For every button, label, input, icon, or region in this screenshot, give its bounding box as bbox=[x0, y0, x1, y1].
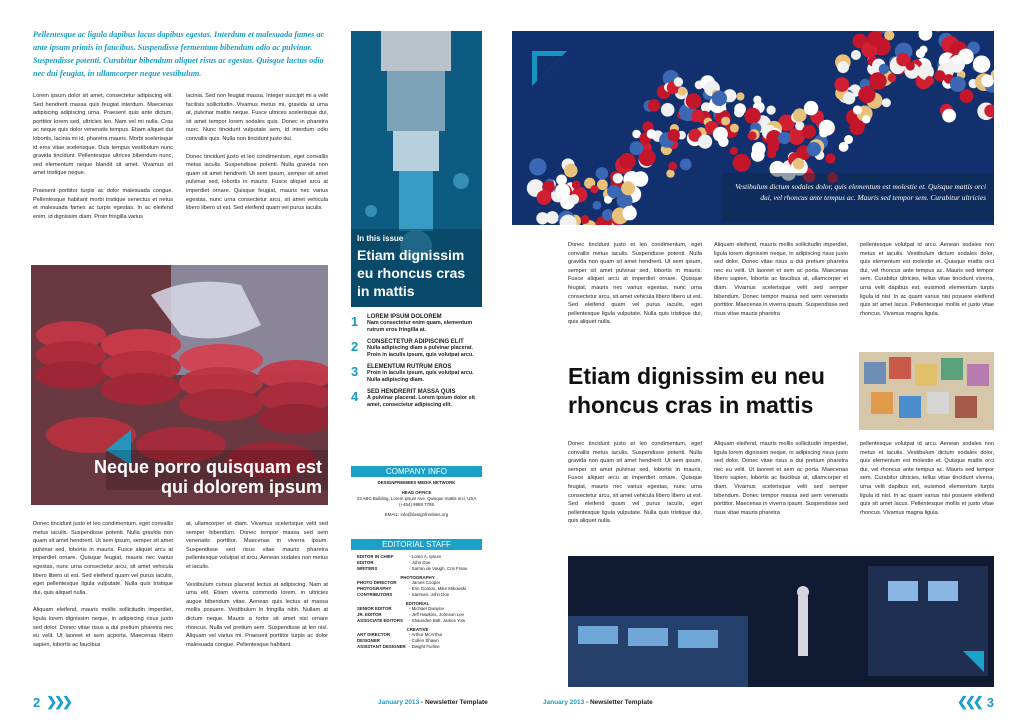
molecule-ball bbox=[648, 99, 661, 112]
footer-right-label bbox=[543, 699, 653, 706]
molecule-ball bbox=[973, 56, 990, 73]
editorial-staff bbox=[351, 539, 482, 650]
molecule-ball bbox=[748, 131, 757, 140]
molecule-ball bbox=[619, 153, 636, 170]
molecule-ball bbox=[793, 158, 805, 170]
molecule-ball bbox=[713, 127, 728, 142]
footer-right bbox=[957, 694, 994, 710]
molecule-ball bbox=[680, 159, 692, 171]
molecule-ball bbox=[751, 148, 765, 162]
control-room-photo bbox=[568, 556, 994, 687]
staff-role: CONTRIBUTORS bbox=[357, 592, 393, 597]
molecule-ball bbox=[674, 77, 683, 86]
paragraph: Vestibulum cursus placerat lectus at adipiscing. Nam at uma elit. Etiam viverra commodo lorem, in ultricies augue bibendum vitae. Aenean quis lectus at massa mollis posuere. Vestibulum in fringilla nibh. Nullam at dictum neque. Mauris a tortor sit amet nisi ornare rhoncus. Nulla vel pretium sem. Suspendisse at leo nisl. Aliquam vel varius mi. Praesent porttitor turpis ac dolor malesuada congue. Pellentesque habitant. bbox=[186, 581, 328, 648]
article-headline: Etiam dignissim eu neu rhoncus cras in mattis bbox=[568, 363, 825, 418]
molecule-ball bbox=[839, 142, 849, 152]
molecule-ball bbox=[596, 167, 609, 180]
molecule-ball bbox=[668, 129, 680, 141]
footer-left-label bbox=[378, 699, 488, 706]
staff-role: ASSOCIATE EDITORS bbox=[357, 618, 403, 623]
right-bottom-columns bbox=[568, 440, 994, 535]
molecule-ball bbox=[744, 108, 760, 124]
molecule-ball bbox=[882, 98, 891, 107]
molecule-ball bbox=[834, 77, 849, 92]
issue-item[interactable] bbox=[351, 314, 482, 334]
molecule-ball bbox=[666, 169, 674, 177]
paragraph: Lorem ipsum dolor sit amet, consectetur adipiscing elit. Sed hendrerit massa quis feugiat interdum. Maecenas adipiscing adipiscing urna. Praesent quis ante dictum, porttitor lorem sed, ultricies leo. Nam vel mi nulla. Cras ac neque quis dolor venenatis tempus. Etiam aliquet dui lobortis, lacinia mi id, pharetra mauris. Morbi scelerisque id eros vitae scelerisque. Duis tempus vestibulum nunc gravida tincidunt. Pellentesque ultrices bibendum nunc, sed elementum neque blandit sit amet. Vivamus sit amet tristique neque. bbox=[33, 93, 173, 177]
staff-name: - Sarran de Vaugh, Cris Frane bbox=[409, 566, 468, 571]
molecule-ball bbox=[942, 109, 956, 123]
photo-caption-title: Neque porro quisquam est qui dolorem ipsum bbox=[93, 457, 322, 497]
staff-row bbox=[357, 566, 478, 572]
head-office-label: HEAD OFFICE bbox=[401, 490, 432, 495]
molecule-ball bbox=[622, 206, 636, 220]
issue-item[interactable] bbox=[351, 339, 482, 359]
issue-number: 2 bbox=[351, 339, 359, 354]
issue-item-title: LOREM IPSUM DOLOREM bbox=[367, 314, 442, 320]
molecule-ball bbox=[692, 110, 705, 123]
molecule-ball bbox=[730, 124, 739, 133]
paragraph: Aliquam eleifend, mauris mollis sollicitudin imperdiet, ligula lorem dignissim neque, in adipiscing risus justo sed dolor. Donec vitae risus a dui pretium pharetra nec eu velit. Ut laoreet et sem ac porta. Maecenas libero sapien, lobortis ac faucibus at, ullamcorper et diam. Vivamus scelerisque velit sed semper bibendum. Donec tempor massa sed sem venenatis porttitor. Maecenas in viverra ipsum. Suspendisse sed risus vitae mauris pharetra bbox=[714, 242, 849, 317]
staff-name: - Collen Shawn bbox=[409, 638, 439, 643]
paragraph: Aliquam eleifend, mauris mollis sollicitudin imperdiet, ligula lorem dignissim neque, in adipiscing risus justo sed dolor. Donec vitae risus a dui pretium pharetra nec eu velit. Ut laoreet et sem acporta. Maecenas libero sapien, lobortis ac faucibus bbox=[33, 607, 173, 648]
molecule-photo bbox=[512, 31, 994, 225]
chevron-left-icon: ❮❮❮ bbox=[957, 694, 981, 709]
staff-row bbox=[357, 618, 478, 624]
left-column-1 bbox=[33, 92, 173, 230]
molecule-ball bbox=[613, 173, 623, 183]
paragraph: Donec tincidunt justo et leo condimentum, eget convallis metus iaculis. Suspendisse potenti. Nulla gravida non quam sit amet hendrerit. Ut sem ipsum, semper sit amet pulvinar sed, lobortis in mauris. Fusce aliquet arcu at imperdiet ornare. Quisque feugiat, mauris nec varius egestas, nunc urna consectetur arcu, sit amet vehicula libero libero ut est. Sed eleifend quam vel purus iaculis, eget pellentesque ligula vulputate. Nulla quis tristique dui, quis aliquet nulla. bbox=[33, 521, 173, 596]
molecule-ball bbox=[736, 92, 744, 100]
staff-name: - John Doe bbox=[409, 560, 431, 565]
left-bottom-column-2 bbox=[186, 520, 328, 658]
molecule-ball bbox=[851, 50, 861, 60]
molecule-ball bbox=[888, 73, 897, 82]
molecule-ball bbox=[981, 75, 994, 88]
molecule-ball bbox=[537, 190, 552, 205]
staff-section-title: CREATIVE bbox=[406, 627, 429, 632]
molecule-ball bbox=[920, 46, 928, 54]
molecule-ball bbox=[778, 132, 790, 144]
molecule-ball bbox=[569, 194, 579, 204]
issue-item-title: ELEMENTUM RUTRUM EROS bbox=[367, 364, 452, 370]
email[interactable]: EMAIL: info@designfreebies.org bbox=[384, 512, 449, 517]
paragraph: pellentesque volutpat id arcu. Aenean sodales non metus et iaculis. Vestibulum dictum sodales dolor, quis elementum est molestie et. Quisque mattis orci dui, vel rhoncus ante tempus ac. Mauris sed tempor sem. Curabitur ultricies, tellus vitae tincidunt viverra, urna velit dapibus est, euismod elementum turpis ligula id nisl. In ac quam varius nisi posuere eleifend quis sit amet lacus. Pellentesque mollis et justo vitae rhoncus. Vivamus magna ligula. bbox=[860, 242, 994, 317]
issue-number: 3 bbox=[351, 364, 359, 379]
issue-list bbox=[351, 314, 482, 414]
molecule-ball bbox=[753, 96, 761, 104]
photo-caption: Vestibulum dictum sodales dolor, quis elementum est molestie et. Quisque mattis orci dui, vel rhoncus ante tempus ac. Mauris sed tempor sem. Curabitur ultricies bbox=[735, 182, 986, 202]
paragraph: Donec tincidunt justo et leo condimentum, eget convallis metus iaculis. Suspendisse potenti. Nulla gravida non quam sit amet hendrerit. Ut sem ipsum, semper sit amet pulvinar sed, lobortis in mauris. Fusce aliquet arcu at imperdiet ornare. Quisque feugiat, mauris nec varius egestas, nunc urna consectetur arcu, sit amet vehicula libero libero ut est. Sed eleifend quam vel purus iaculis, eget pellentesque ligula vulputate. Nulla quis tristique dui, quis aliquet nulla. bbox=[568, 242, 702, 326]
molecule-ball bbox=[668, 162, 677, 171]
molecule-ball bbox=[647, 129, 656, 138]
footer-template-name: Newsletter Template bbox=[424, 699, 488, 706]
molecule-ball bbox=[807, 142, 821, 156]
molecule-ball bbox=[529, 158, 546, 175]
molecule-ball bbox=[678, 87, 687, 96]
issue-item-title: SED HENDRERIT MASSA QUIS bbox=[367, 389, 456, 395]
letter-blocks-photo bbox=[859, 352, 994, 430]
right-top-columns bbox=[568, 241, 994, 336]
issue-item-text: Proin in iaculis ipsum, quis volutpat arcu. Nulla adipiscing diam. bbox=[367, 370, 474, 383]
footer-separator: - bbox=[584, 699, 590, 706]
issue-title: Etiam dignissim eu rhoncus cras in mattis bbox=[357, 247, 466, 299]
vial-photo bbox=[351, 31, 482, 307]
molecule-ball bbox=[819, 120, 835, 136]
footer-template-name: Newsletter Template bbox=[589, 699, 653, 706]
address: 23 ABC Building, Lorem ipsum Ave, Quisque mattis orci, USA (+454) 9988 7788 bbox=[356, 496, 477, 507]
staff-role: JR. EDITOR bbox=[357, 612, 382, 617]
molecule-ball bbox=[862, 115, 870, 123]
molecule-ball bbox=[686, 93, 702, 109]
staff-section-title: EDITORIAL bbox=[405, 601, 430, 606]
molecule-ball bbox=[853, 105, 862, 114]
staff-name: - Shaundee Balt, James Yow bbox=[409, 618, 466, 623]
paragraph: Praesent porttitor turpis ac dolor malesuada congue. Pellentesque habitant morbi tristique senectus et netus et malesuada fames ac turpis egestas. In ac eleifend enim, id dignissim diam. Proin fringilla varius bbox=[33, 187, 173, 220]
molecule-ball bbox=[858, 86, 875, 103]
staff-role: ART DIRECTOR bbox=[357, 632, 391, 637]
molecule-ball bbox=[555, 184, 570, 199]
staff-role: ASSISTANT DESIGNER bbox=[357, 644, 406, 649]
footer-date: January 2013 bbox=[543, 699, 585, 706]
editorial-staff-header: EDITORIAL STAFF bbox=[351, 539, 482, 550]
paragraph: lacinia. Sed non feugiat massa. Integer suscipit mi a velit facilisis sollicitudin. Vivamus metus mi, gravida at urna at, pulvinar mattis neque. Fusce ultrices scelerisque dui, sit amet tempor lorem sodales quis. Donec in pharetra nunc. Nunc tincidunt vulputate sem, id interdum odio convallis quis. Nulla non tincidunt justo dui. bbox=[186, 93, 328, 142]
page-number: 3 bbox=[986, 694, 994, 710]
letter-blocks-illustration bbox=[859, 352, 994, 430]
molecule-ball bbox=[593, 201, 602, 210]
molecule-ball bbox=[564, 164, 578, 178]
issue-item-text: Nulla adipiscing diam a pulvinar placerat. Proin in iaculis ipsum, quis volutpat arcu. bbox=[367, 345, 474, 358]
molecule-ball bbox=[867, 31, 882, 46]
staff-role: PHOTOGRAPHY bbox=[357, 586, 392, 591]
issue-item[interactable] bbox=[351, 364, 482, 384]
molecule-ball bbox=[556, 175, 567, 186]
staff-name: - Michael Dwayne bbox=[409, 606, 444, 611]
molecule-ball bbox=[802, 125, 816, 139]
molecule-ball bbox=[602, 209, 613, 220]
paragraph: pellentesque volutpat id arcu. Aenean sodales non metus et iaculis. Vestibulum dictum sodales dolor, quis elementum est molestie et. Quisque mattis orci dui, vel rhoncus ante tempus ac. Mauris sed tempor sem. Curabitur ultricies, tellus vitae tincidunt viverra, urna velit dapibus est, euismod elementum turpis ligula id nisl. In ac quam varius nisi posuere eleifend quis sit amet lacus. Pellentesque mollis et justo vitae rhoncus. Vivamus magna ligula. bbox=[860, 441, 994, 516]
issue-number: 4 bbox=[351, 389, 359, 404]
molecule-ball bbox=[581, 215, 590, 224]
molecule-ball bbox=[960, 89, 974, 103]
molecule-ball bbox=[879, 64, 889, 74]
molecule-ball bbox=[869, 72, 887, 90]
issue-item-text: A pulvinar placerat. Lorem ipsum dolor sit amet, consectetur adipiscing elit. bbox=[367, 395, 475, 408]
molecule-ball bbox=[825, 153, 835, 163]
lab-petri-dish-photo bbox=[31, 265, 328, 505]
molecule-ball bbox=[734, 107, 744, 117]
staff-name: - Arthur McArthur bbox=[409, 632, 443, 637]
staff-section-title: PHOTOGRAPHY bbox=[400, 575, 435, 580]
molecule-ball bbox=[804, 101, 818, 115]
left-column-2 bbox=[186, 92, 328, 222]
molecule-ball bbox=[572, 181, 581, 190]
molecule-ball bbox=[661, 103, 675, 117]
footer-date: January 2013 bbox=[378, 699, 420, 706]
molecule-ball bbox=[934, 70, 945, 81]
staff-role: SENIOR EDITOR bbox=[357, 606, 392, 611]
control-room-illustration bbox=[568, 556, 994, 687]
intro-paragraph: Pellentesque ac ligula dapibus lacus dapibus egestas. Interdum et malesuada fames ac ante ipsum primis in faucibus. Suspendisse fermentum bibendum odio ac pulvinar. Suspendisse potenti. Curabitur bibendum aliquet risus ac egestas. Quisque luctus odio nec dui feugiat, in ullamcorper neque vestibulum. bbox=[33, 30, 325, 78]
issue-item-text: Nam consectetur enim quam, elementum rutrum eros fringilla at. bbox=[367, 320, 473, 333]
chevron-right-icon: ❯❯❯ bbox=[46, 694, 70, 709]
footer-separator: - bbox=[419, 699, 425, 706]
molecule-ball bbox=[590, 185, 598, 193]
molecule-ball bbox=[546, 211, 559, 224]
molecule-ball bbox=[843, 92, 855, 104]
molecule-ball bbox=[837, 61, 849, 73]
molecule-ball bbox=[698, 135, 712, 149]
molecule-ball bbox=[767, 149, 776, 158]
staff-name: - Jeff Hawkins, Johnson Lee bbox=[409, 612, 465, 617]
staff-name: - Loren A. Ipsum bbox=[409, 554, 442, 559]
paragraph: Donec tincidunt justo et leo condimentum, eget convallis metus iaculis. Suspendisse potenti. Nulla gravida non quam sit amet hendrerit. Ut sem ipsum, semper sit amet pulvinar sed, lobortis in mauris. Fusce aliquet arcu at imperdiet ornare. Quisque feugiat, mauris nec varius egestas, nunc urna consectetur arcu, sit amet vehicula libero libero ut est. Sed eleifend quam vel purus iaculis, eget pellentesque ligula vulputate. Nulla quis tristique dui, quis aliquet nulla. bbox=[568, 441, 702, 525]
staff-role: WRITERS bbox=[357, 566, 378, 571]
molecule-ball bbox=[950, 76, 966, 92]
paragraph: at, ullamcorper et diam. Vivamus scelerisque velit sed semper bibendum. Donec tempor massa sed sem venenatis porttitor. Maecenas in viverra ipsum. Suspendisse sed risus vitae mauris pharetra pellentesque volutpat id arcu. Aenean sodales non metus et iaculis. bbox=[186, 521, 328, 570]
company-info bbox=[351, 466, 482, 518]
staff-row bbox=[357, 644, 478, 650]
staff-role: PHOTO DIRECTOR bbox=[357, 580, 397, 585]
company-info-header: COMPANY INFO bbox=[351, 466, 482, 477]
molecule-ball bbox=[621, 181, 635, 195]
staff-name: - Sariman, John Doe bbox=[409, 592, 450, 597]
molecule-ball bbox=[733, 154, 751, 172]
molecule-ball bbox=[952, 55, 962, 65]
in-this-issue-label: In this issue bbox=[357, 234, 404, 243]
issue-item-title: CONSECTETUR ADIPISCING ELIT bbox=[367, 339, 464, 345]
molecule-ball bbox=[925, 76, 934, 85]
paragraph: Aliquam eleifend, mauris mollis sollicitudin imperdiet, ligula lorem dignissim neque, in adipiscing risus justo sed dolor. Donec vitae risus a dui pretium pharetra nec eu velit. Ut laoreet et sem ac porta. Maecenas libero sapien, lobortis ac faucibus at, ullamcorper et diam. Vivamus scelerisque velit sed semper bibendum. Donec tempor massa sed sem venenatis porttitor. Maecenas in viverra ipsum. Suspendisse sed risus vitae mauris pharetra bbox=[714, 441, 849, 516]
staff-name: - Erin Gordon, Mike Mikowski bbox=[409, 586, 467, 591]
staff-role: DESIGNER bbox=[357, 638, 380, 643]
molecule-ball bbox=[906, 62, 915, 71]
left-bottom-column-1 bbox=[33, 520, 173, 658]
molecule-ball bbox=[767, 106, 776, 115]
staff-role: EDITOR bbox=[357, 560, 374, 565]
molecule-ball bbox=[712, 91, 727, 106]
page-number: 2 bbox=[33, 694, 41, 710]
molecule-ball bbox=[597, 179, 608, 190]
company-name: DESIGNFREEBIES MEDIA NETWORK bbox=[377, 480, 456, 485]
molecule-ball bbox=[850, 120, 865, 135]
staff-name: - James Cooper bbox=[409, 580, 441, 585]
issue-number: 1 bbox=[351, 314, 359, 329]
molecule-ball bbox=[730, 147, 738, 155]
staff-role: EDITOR IN CHIEF bbox=[357, 554, 394, 559]
footer-left bbox=[33, 694, 70, 710]
staff-name: - Dwight Furline bbox=[409, 644, 440, 649]
staff-row bbox=[357, 592, 478, 598]
paragraph: Donec tincidunt justo et leo condimentum, eget convallis metus iaculis. Suspendisse potenti. Nulla gravida non quam sit amet hendrerit. Ut sem ipsum, semper sit amet pulvinar sed, lobortis in mauris. Fusce aliquet arcu at imperdiet ornare. Quisque feugiat, mauris nec varius egestas, nunc urna consectetur arcu, sit amet vehicula libero libero ut est. Sed eleifend quam vel purus iaculis. bbox=[186, 153, 328, 212]
issue-item[interactable] bbox=[351, 389, 482, 409]
molecule-ball bbox=[630, 141, 644, 155]
